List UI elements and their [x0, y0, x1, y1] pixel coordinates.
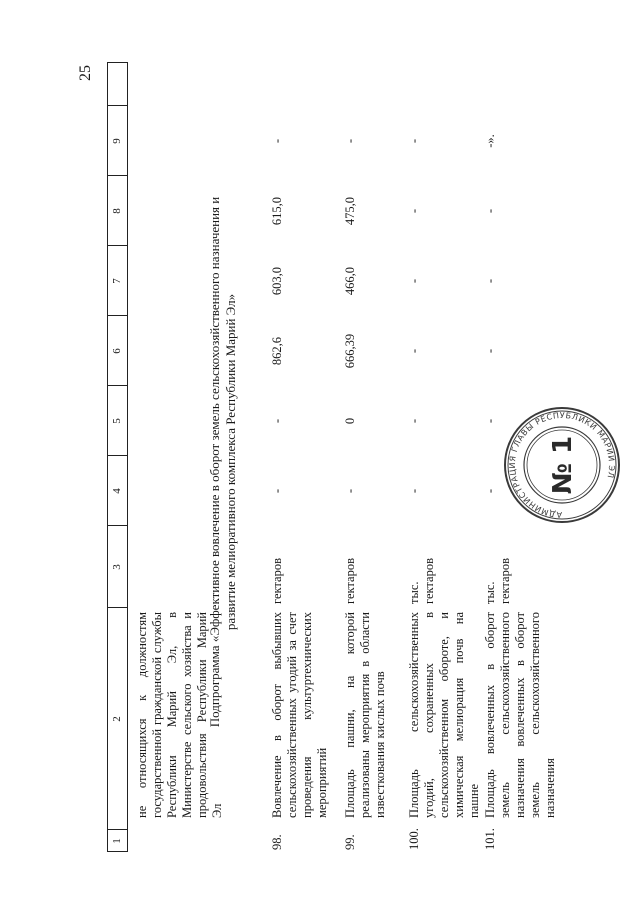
row-unit: гектаров	[270, 558, 284, 604]
row-number: 100.	[407, 828, 421, 850]
page-number: 25	[77, 65, 94, 81]
row-description: Площадь пашни, на которой реализованы мероприятия в области известкования кислых почв	[343, 612, 387, 818]
row-number: 99.	[343, 834, 357, 850]
column-number: 4	[111, 488, 123, 494]
subprogram-heading: Подпрограмма «Эффективное вовлечение в оборот земель сельскохозяйственного назначения и развитие мелиоративного комплекса Республики Марий Эл»	[207, 196, 238, 728]
stamp-center-text: № 1	[548, 435, 578, 495]
column-number: 2	[111, 716, 123, 722]
intro-row-text: не относящихся к должностям государственной гражданской службы Республики Марий Эл, в Министерстве сельского хозяйства и продовольствия Республики Марий Эл	[135, 612, 224, 818]
row-value-col7: -	[407, 278, 421, 284]
row-value-col9: -	[407, 138, 421, 144]
row-description: Площадь сельскохозяйственных угодий, сохраненных в сельскохозяйственном обороте, и химическая мелиорация почв на пашне	[407, 612, 481, 818]
row-value-col6: -	[483, 348, 497, 354]
table-right-rule	[107, 62, 127, 63]
row-value-col7: 466,0	[343, 266, 357, 296]
table-top-rule	[107, 62, 108, 852]
row-unit: гектаров	[343, 558, 357, 604]
column-number: 1	[111, 838, 123, 844]
row-value-col7: -	[483, 278, 497, 284]
column-number: 6	[111, 348, 123, 354]
row-value-col9: -	[343, 138, 357, 144]
row-value-col7: 603,0	[270, 266, 284, 296]
row-unit: тыс. гектаров	[483, 558, 512, 604]
row-value-col4: -	[343, 488, 357, 494]
column-number: 8	[111, 208, 123, 214]
row-description: Площадь вовлеченных в оборот земель сельскохозяйственного назначения вовлеченных в оборот земель сельскохозяйственного назначения	[483, 612, 557, 818]
row-description: Вовлечение в оборот выбывших сельскохозяйственных угодий за счет проведения культуртехнических мероприятий	[270, 612, 329, 818]
column-number: 3	[111, 564, 123, 570]
row-value-col5: 0	[343, 417, 357, 425]
row-value-col4: -	[407, 488, 421, 494]
row-value-col6: 862,6	[270, 336, 284, 366]
stamp-ring-text: АДМИНИСТРАЦИЯ ГЛАВЫ РЕСПУБЛИКИ МАРИЙ ЭЛ	[507, 410, 617, 520]
row-value-col8: -	[483, 208, 497, 214]
row-value-col6: 666,39	[343, 333, 357, 369]
stamp-seal-icon	[502, 405, 622, 525]
row-value-col8: 615,0	[270, 196, 284, 226]
row-value-col9: -	[270, 138, 284, 144]
column-number: 5	[111, 418, 123, 424]
row-value-col6: -	[407, 348, 421, 354]
row-value-col5: -	[483, 418, 497, 424]
column-number: 7	[111, 278, 123, 284]
column-number: 9	[111, 138, 123, 144]
row-value-col8: 475,0	[343, 196, 357, 226]
row-number: 101.	[483, 828, 497, 850]
official-stamp	[502, 405, 622, 525]
row-value-col4: -	[270, 488, 284, 494]
row-value-col4: -	[483, 488, 497, 494]
row-unit: тыс. гектаров	[407, 558, 436, 604]
row-value-col5: -	[407, 418, 421, 424]
row-value-col5: -	[270, 418, 284, 424]
row-number: 98.	[270, 834, 284, 850]
table-header-rule	[127, 62, 128, 852]
row-value-col9: -».	[483, 134, 497, 148]
row-value-col8: -	[407, 208, 421, 214]
